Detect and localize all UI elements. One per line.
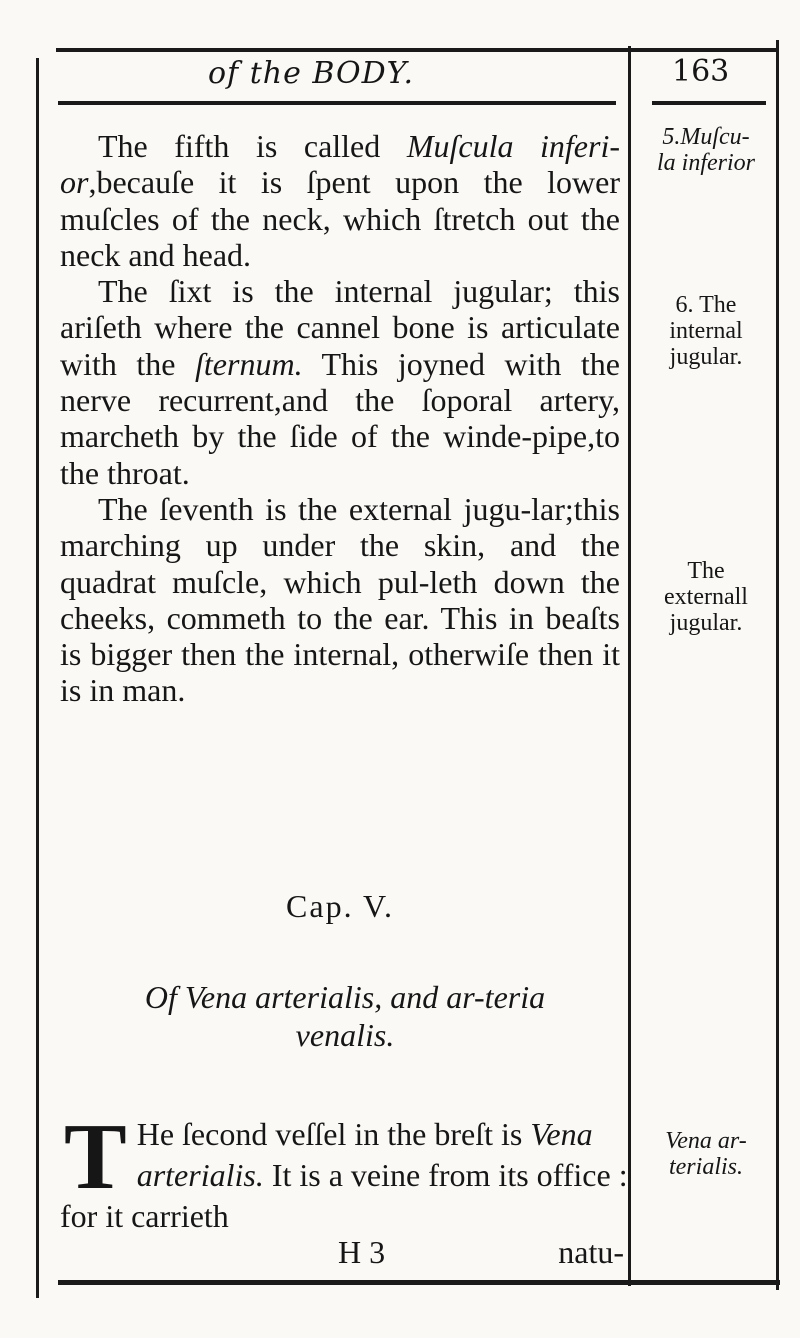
latin-term: Muſcula inferi-or xyxy=(60,128,621,201)
signature-mark: H 3 xyxy=(338,1234,386,1270)
drop-cap: T xyxy=(64,1105,127,1209)
latin-term: Vena arterialis. xyxy=(136,1116,593,1193)
main-text xyxy=(60,128,620,709)
paragraph-1: The fifth is called Muſcula inferi-or,becauſe it is ſpent upon the lower muſcles of the neck, which ſtretch out the neck and head. xyxy=(60,128,621,273)
chapter-opening-paragraph: T He ſecond veſſel in the breſt is Vena arterialis. It is a veine from its office : for it carrieth xyxy=(60,1105,628,1234)
paragraph-3: The ſeventh is the external jugu-lar;this marching up under the skin, and the quadrat muſcle, which pul-leth down the cheeks, commeth to the ear. This in beaſts is bigger then the internal, otherwiſe then it is in man. xyxy=(60,490,620,709)
left-rule xyxy=(36,58,39,1298)
paragraph-2: The ſixt is the internal jugular; this ariſeth where the cannel bone is articulate with the ſternum. This joyned with the nerve recurrent,and the ſoporal artery, marcheth by the ſide of the winde-pipe,to the throat. xyxy=(60,273,621,491)
header-rule-margin xyxy=(652,101,766,105)
header-rule xyxy=(58,101,616,105)
right-rule xyxy=(776,40,779,1290)
bottom-rule xyxy=(58,1280,780,1285)
margin-note-musculi: 5.Muſcu- la inferior xyxy=(656,124,755,176)
catchword: natu- xyxy=(558,1234,624,1270)
margin-note-internal-jugular: 6. The internal jugular. xyxy=(669,292,743,370)
chapter-title: Of Vena arterialis, and ar-teria venalis. xyxy=(144,979,546,1053)
margin-note-external-jugular: The externall jugular. xyxy=(664,558,748,636)
margin-note-vena-arterialis: Vena ar- terialis. xyxy=(665,1128,747,1180)
latin-term: ſternum. xyxy=(195,345,303,382)
top-rule xyxy=(56,48,778,52)
margin-divider-rule xyxy=(628,46,631,1286)
chapter-number: Cap. V. xyxy=(286,888,394,924)
running-head: of the BODY. xyxy=(208,56,415,91)
page-number: 163 xyxy=(672,54,730,89)
